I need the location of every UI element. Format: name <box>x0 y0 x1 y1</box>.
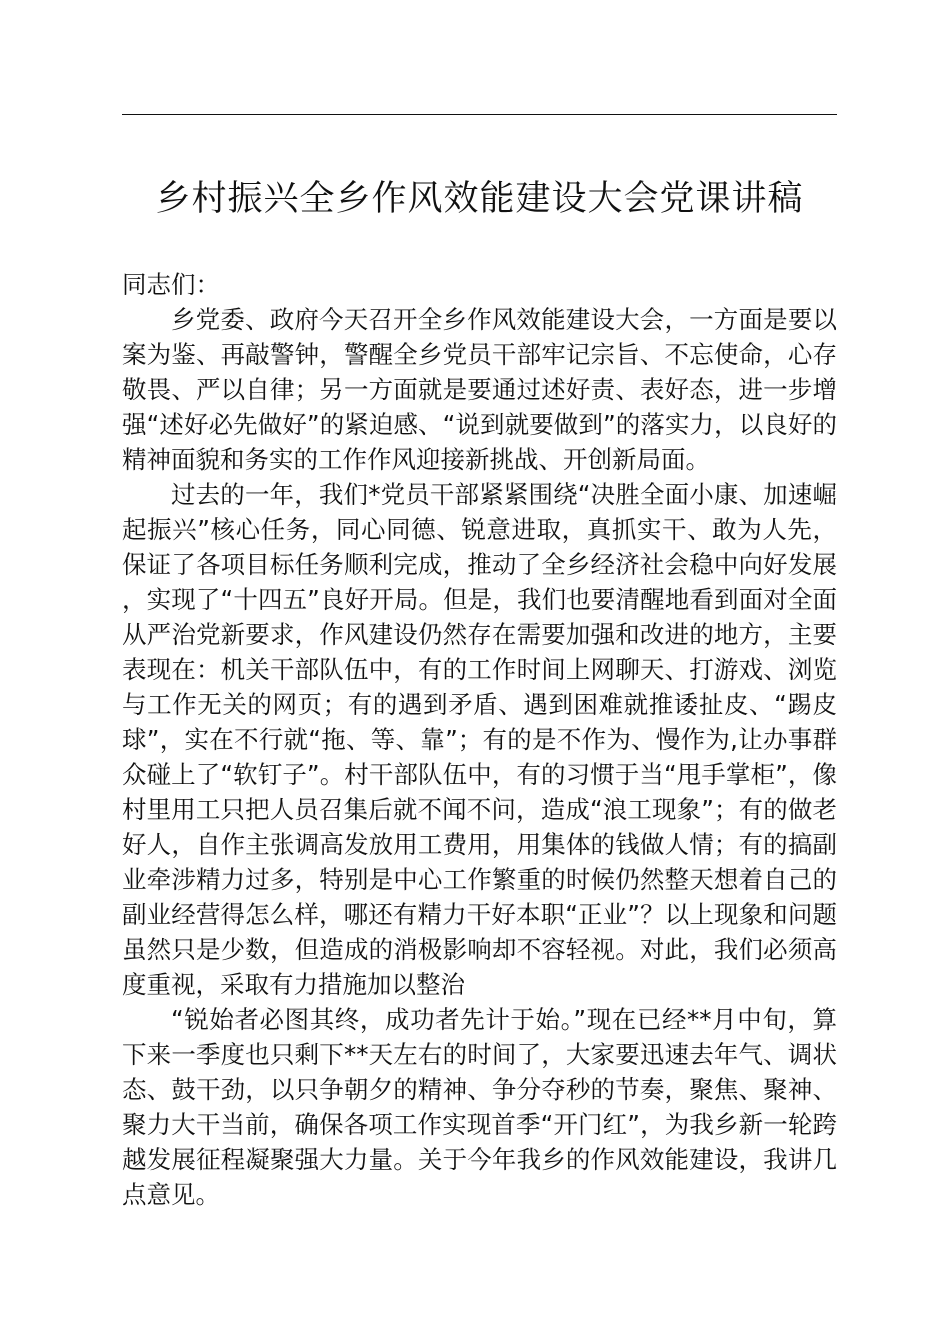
paragraph: 乡党委、政府今天召开全乡作风效能建设大会，一方面是要以案为鉴、再敲警钟，警醒全乡党员干部牢记宗旨、不忘使命，心存敬畏、严以自律；另一方面就是要通过述好责、表好态，进一步增强“述好必先做好”的紧迫感、“说到就要做到”的落实力，以良好的精神面貌和务实的工作作风迎接新挑战、开创新局面。 <box>122 305 837 474</box>
document-title: 乡村振兴全乡作风效能建设大会党课讲稿 <box>155 179 804 219</box>
document-body <box>122 267 837 1212</box>
paragraph: “锐始者必图其终，成功者先计于始。”现在已经**月中旬，算下来一季度也只剩下**天左右的时间了，大家要迅速去年气、调状态、鼓干劲，以只争朝夕的精神、争分夺秒的节奏，聚焦、聚神、聚力大干当前，确保各项工作实现首季“开门红”，为我乡新一轮跨越发展征程凝聚强大力量。关于今年我乡的作风效能建设，我讲几点意见。 <box>122 1005 837 1209</box>
header-rule <box>122 114 837 115</box>
paragraph: 过去的一年，我们*党员干部紧紧围绕“决胜全面小康、加速崛起振兴”核心任务，同心同德、锐意进取，真抓实干、敢为人先，保证了各项目标任务顺利完成，推动了全乡经济社会稳中向好发展，实现了“十四五”良好开局。但是，我们也要清醒地看到面对全面从严治党新要求，作风建设仍然存在需要加强和改进的地方，主要表现在：机关干部队伍中，有的工作时间上网聊天、打游戏、浏览与工作无关的网页；有的遇到矛盾、遇到困难就推诿扯皮、“踢皮球”，实在不行就“拖、等、靠”；有的是不作为、慢作为,让办事群众碰上了“软钉子”。村干部队伍中，有的习惯于当“甩手掌柜”，像村里用工只把人员召集后就不闻不问，造成“浪工现象”；有的做老好人，自作主张调高发放用工费用，用集体的钱做人情；有的搞副业牵涉精力过多，特别是中心工作繁重的时候仍然整天想着自己的副业经营得怎么样，哪还有精力干好本职“正业”？以上现象和问题虽然只是少数，但造成的消极影响却不容轻视。对此，我们必须高度重视，采取有力措施加以整治 <box>122 480 837 999</box>
greeting: 同志们： <box>122 270 220 299</box>
